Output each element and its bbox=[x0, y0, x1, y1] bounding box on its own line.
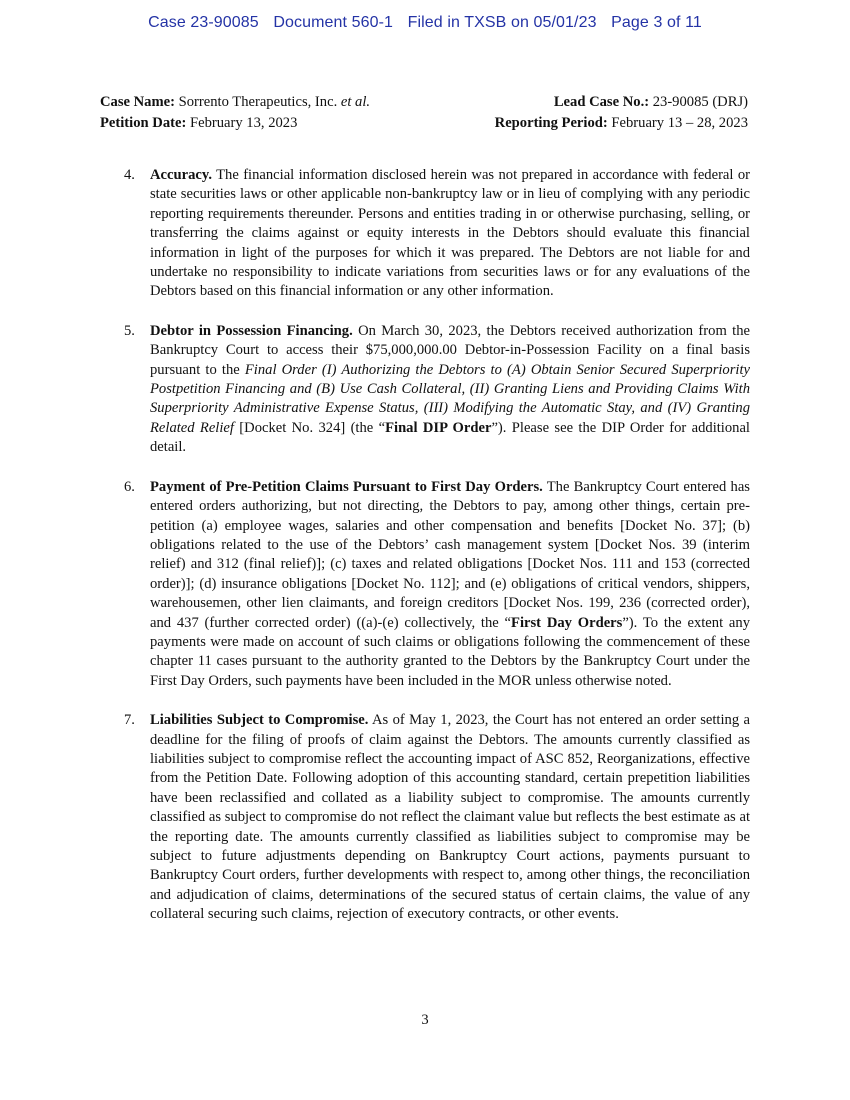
note-body: The Bankruptcy Court entered has entered orders authorizing, but not directing, the Debtors to pay, among other things, certain pre-petition (a) employee wages, salaries and other compensation and benefits [Docket No. 37]; (b) obligations related to the use of the Debtors’ cash management system [Docket Nos. 39 (interim relief) and 312 (final relief)]; (c) taxes and related obligations [Docket Nos. 111 and 153 (corrected order)]; (d) insurance obligations [Docket No. 112]; and (e) obligations of critical vendors, shippers, warehousemen, other lien claimants, and foreign creditors [Docket Nos. 199, 236 (corrected order), and 437 (further corrected order) ((a)-(e) collectively, the “ bbox=[150, 478, 750, 631]
petition-date-value: February 13, 2023 bbox=[186, 115, 298, 131]
order-title-italic: Final Order (I) Authorizing the Debtors to (A) Obtain Senior Secured Superpriority Postpetition Financing and (B) Use Cash Collateral, (II) Granting Liens and Providing Claims With Superpriority Administrative Expense Status, (III) Modifying the Automatic Stay, and (IV) Granting Related Relief bbox=[150, 361, 750, 436]
lead-case-value: 23-90085 (DRJ) bbox=[649, 94, 748, 110]
note-item-first-day-orders bbox=[124, 478, 750, 691]
case-name-etal: et al. bbox=[340, 94, 371, 110]
header-right bbox=[495, 92, 748, 134]
note-title: Liabilities Subject to Compromise. bbox=[150, 712, 369, 729]
case-name-line bbox=[100, 92, 370, 113]
case-name-label: Case Name: bbox=[100, 94, 175, 110]
reporting-period-line bbox=[495, 113, 748, 134]
note-text bbox=[150, 711, 750, 924]
lead-case-line bbox=[495, 92, 748, 113]
defined-term: Final DIP Order bbox=[385, 419, 492, 436]
stamp-document-number: Document 560-1 bbox=[273, 14, 394, 31]
stamp-filed-date: Filed in TXSB on 05/01/23 bbox=[407, 14, 597, 31]
note-title: Debtor in Possession Financing. bbox=[150, 322, 353, 339]
note-text bbox=[150, 322, 750, 458]
note-body: On March 30, 2023, the Debtors received authorization from the Bankruptcy Court to access their $75,000,000.00 Debtor-in-Possession Facility on a final basis pursuant to the bbox=[150, 322, 750, 378]
stamp-page-count: Page 3 of 11 bbox=[611, 14, 702, 31]
stamp-case-number: Case 23-90085 bbox=[148, 14, 259, 31]
note-title: Payment of Pre-Petition Claims Pursuant to First Day Orders. bbox=[150, 478, 543, 495]
note-body-cont: [Docket No. 324] (the “ bbox=[233, 419, 386, 436]
defined-term: First Day Orders bbox=[511, 614, 623, 631]
note-body-end: ”). To the extent any payments were made on account of such claims or obligations following the commencement of these chapter 11 cases pursuant to the authority granted to the Debtors by the Bankruptcy Court under the First Day Orders, such payments have been included in the MOR unless otherwise noted. bbox=[150, 614, 750, 689]
case-name-value: Sorrento Therapeutics, Inc. bbox=[174, 94, 341, 110]
note-item-accuracy bbox=[124, 166, 750, 302]
lead-case-label: Lead Case No.: bbox=[553, 94, 650, 110]
petition-date-label: Petition Date: bbox=[100, 115, 187, 131]
note-text bbox=[150, 166, 750, 302]
note-text bbox=[150, 478, 750, 691]
note-body-end: ”). Please see the DIP Order for additional detail. bbox=[150, 419, 750, 456]
note-title: Accuracy. bbox=[150, 167, 213, 183]
note-body: As of May 1, 2023, the Court has not entered an order setting a deadline for the filing of proofs of claim against the Debtors. The amounts currently classified as liabilities subject to compromise reflect the accounting impact of ASC 852, Reorganizations, effective from the Petition Date. Following adoption of this accounting standard, certain prepetition liabilities have been reclassified and collated as a liability subject to compromise. The amounts currently classified as subject to compromise do not reflect the claimant value but reflects the best estimate as at the reporting date. The amounts currently classified as liabilities subject to compromise may be subject to future adjustments depending on Bankruptcy Court actions, payments pursuant to Bankruptcy Court orders, further developments with respect to, among other things, the reconciliation and adjudication of claims, determinations of the secured status of certain claims, the value of any collateral securing such claims, rejection of executory contracts, or other events. bbox=[150, 712, 751, 923]
note-item-dip-financing bbox=[124, 322, 750, 458]
court-filing-stamp bbox=[0, 14, 850, 32]
notes-list bbox=[124, 166, 750, 945]
page-number: 3 bbox=[421, 1012, 429, 1028]
header-left bbox=[100, 92, 370, 134]
note-number: 4. bbox=[124, 167, 135, 183]
note-item-liabilities bbox=[124, 711, 750, 924]
note-body: The financial information disclosed herein was not prepared in accordance with federal or state securities laws or other applicable non-bankruptcy law or in lieu of complying with any periodic reporting requirements thereunder. Persons and entities trading in or otherwise purchasing, selling, or transferring the claims against or equity interests in the Debtors should evaluate this financial information in light of the purposes for which it was prepared. The Debtors are not liable for and undertake no responsibility to indicate variations from securities laws or for any evaluations of the Debtors based on this financial information or any other information. bbox=[150, 167, 750, 300]
note-number: 6. bbox=[124, 478, 135, 495]
note-number: 7. bbox=[124, 712, 135, 729]
petition-date-line bbox=[100, 113, 370, 134]
reporting-period-label: Reporting Period: bbox=[494, 115, 608, 131]
note-number: 5. bbox=[124, 322, 135, 339]
reporting-period-value: February 13 – 28, 2023 bbox=[607, 115, 748, 131]
